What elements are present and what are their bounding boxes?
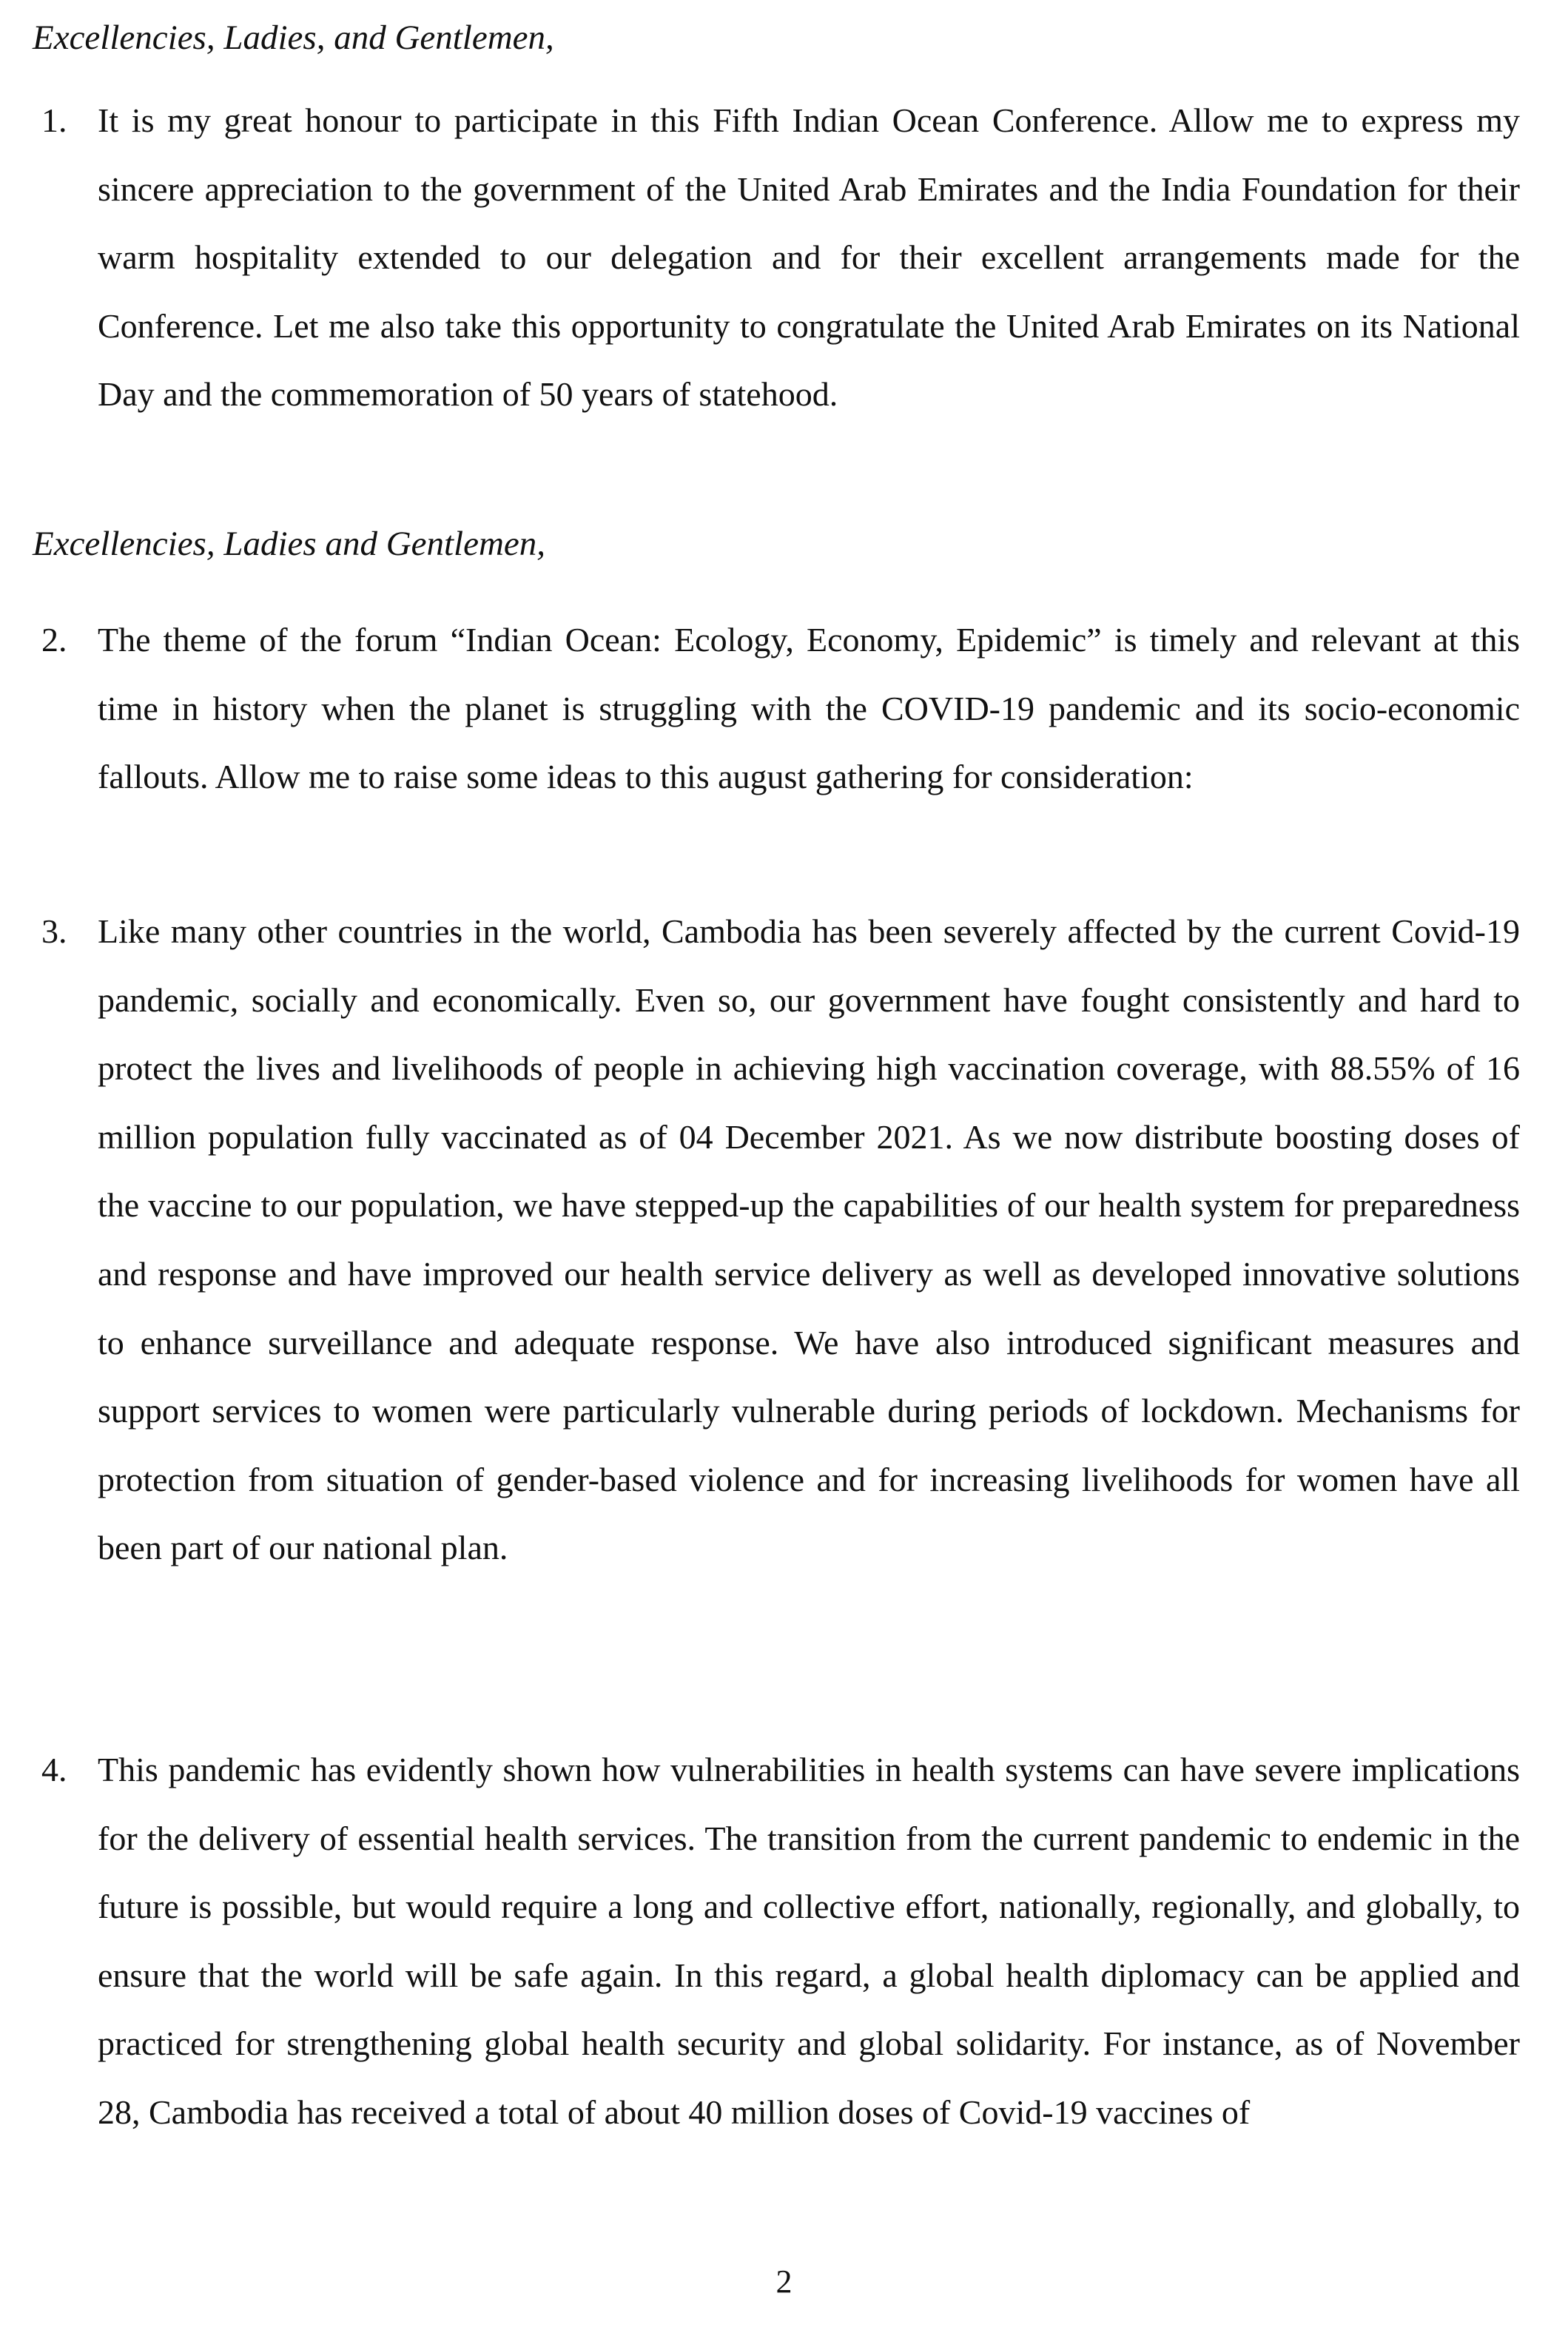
numbered-paragraph-2 [33,606,1520,812]
numbered-paragraph-1 [33,87,1520,429]
paragraph-number: 3. [41,912,67,950]
paragraph-number: 2. [41,621,67,659]
page-number: 2 [775,2263,793,2300]
salutation-heading: Excellencies, Ladies, and Gentlemen, [33,18,554,57]
numbered-paragraph-4 [33,1736,1520,2147]
paragraph-number: 1. [41,101,67,139]
salutation-heading: Excellencies, Ladies and Gentlemen, [33,525,546,563]
paragraph-text: It is my great honour to participate in this Fifth Indian Ocean Conference. Allow me to express my sincere appreciation to the government of the United Arab Emirates and the India Foundation for their warm hospitality extended to our delegation and for their excellent arrangements made for the Conference. Let me also take this opportunity to congratulate the United Arab Emirates on its National Day and the commemoration of 50 years of statehood. [98,101,1520,414]
paragraph-number: 4. [41,1751,67,1788]
paragraph-text: Like many other countries in the world, Cambodia has been severely affected by the current Covid-19 pandemic, socially and economically. Even so, our government have fought consistently and hard to protect the lives and livelihoods of people in achieving high vaccination coverage, with 88.55% of 16 million population fully vaccinated as of 04 December 2021. As we now distribute boosting doses of the vaccine to our population, we have stepped-up the capabilities of our health system for preparedness and response and have improved our health service delivery as well as developed innovative solutions to enhance surveillance and adequate response. We have also introduced significant measures and support services to women were particularly vulnerable during periods of lockdown. Mechanisms for protection from situation of gender-based violence and for increasing livelihoods for women have all been part of our national plan. [98,912,1520,1567]
numbered-paragraph-3 [33,898,1520,1583]
paragraph-text: The theme of the forum “Indian Ocean: Ecology, Economy, Epidemic” is timely and relevant at this time in history when the planet is struggling with the COVID-19 pandemic and its socio-economic fallouts. Allow me to raise some ideas to this august gathering for consideration: [98,621,1520,796]
paragraph-text: This pandemic has evidently shown how vulnerabilities in health systems can have severe implications for the delivery of essential health services. The transition from the current pandemic to endemic in the future is possible, but would require a long and collective effort, nationally, regionally, and globally, to ensure that the world will be safe again. In this regard, a global health diplomacy can be applied and practiced for strengthening global health security and global solidarity. For instance, as of November 28, Cambodia has received a total of about 40 million doses of Covid-19 vaccines of [98,1751,1520,2131]
